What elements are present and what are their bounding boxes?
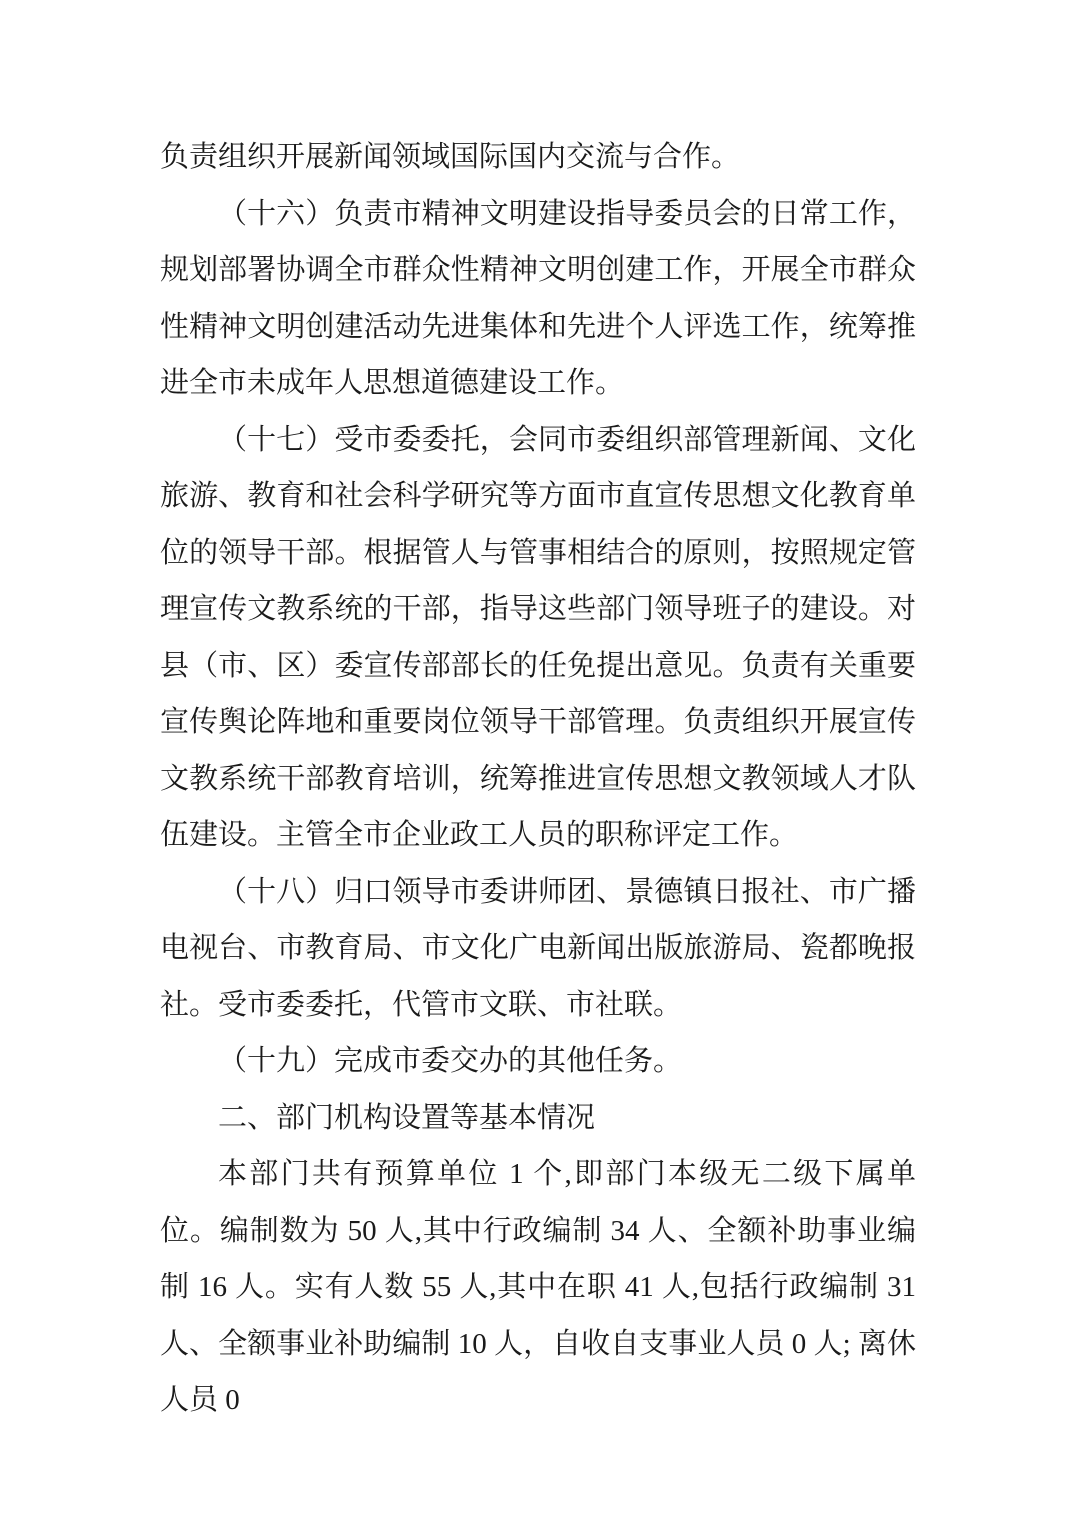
paragraph-duty-16: （十六）负责市精神文明建设指导委员会的日常工作，规划部署协调全市群众性精神文明创建工作，开展全市群众性精神文明创建活动先进集体和先进个人评选工作，统筹推进全市未成年人思想道德建设工作。 — [160, 197, 916, 399]
paragraph-org-setup: 本部门共有预算单位 1 个,即部门本级无二级下属单位。编制数为 50 人,其中行政编制 34 人、全额补助事业编制 16 人。实有人数 55 人,其中在职 41 人,包括行政编制 31 人、全额事业补助编制 10 人，自收自支事业人员 0 人; 离休人员 0 — [160, 1158, 916, 1416]
paragraph-duty-17: （十七）受市委委托，会同市委组织部管理新闻、文化旅游、教育和社会科学研究等方面市直宣传思想文化教育单位的领导干部。根据管人与管事相结合的原则，按照规定管理宣传文教系统的干部，指导这些部门领导班子的建设。对县（市、区）委宣传部部长的任免提出意见。负责有关重要宣传舆论阵地和重要岗位领导干部管理。负责组织开展宣传文教系统干部教育培训，统筹推进宣传思想文教领域人才队伍建设。主管全市企业政工人员的职称评定工作。 — [160, 423, 916, 851]
paragraph-duty-18: （十八）归口领导市委讲师团、景德镇日报社、市广播电视台、市教育局、市文化广电新闻出版旅游局、瓷都晚报社。受市委委托，代管市文联、市社联。 — [160, 875, 916, 1021]
paragraph-duty-15-continuation: 负责组织开展新闻领域国际国内交流与合作。 — [160, 141, 741, 173]
section-heading-2: 二、部门机构设置等基本情况 — [218, 1101, 596, 1134]
paragraph-duty-19: （十九）完成市委交办的其他任务。 — [218, 1045, 683, 1077]
document-body — [160, 129, 916, 1429]
